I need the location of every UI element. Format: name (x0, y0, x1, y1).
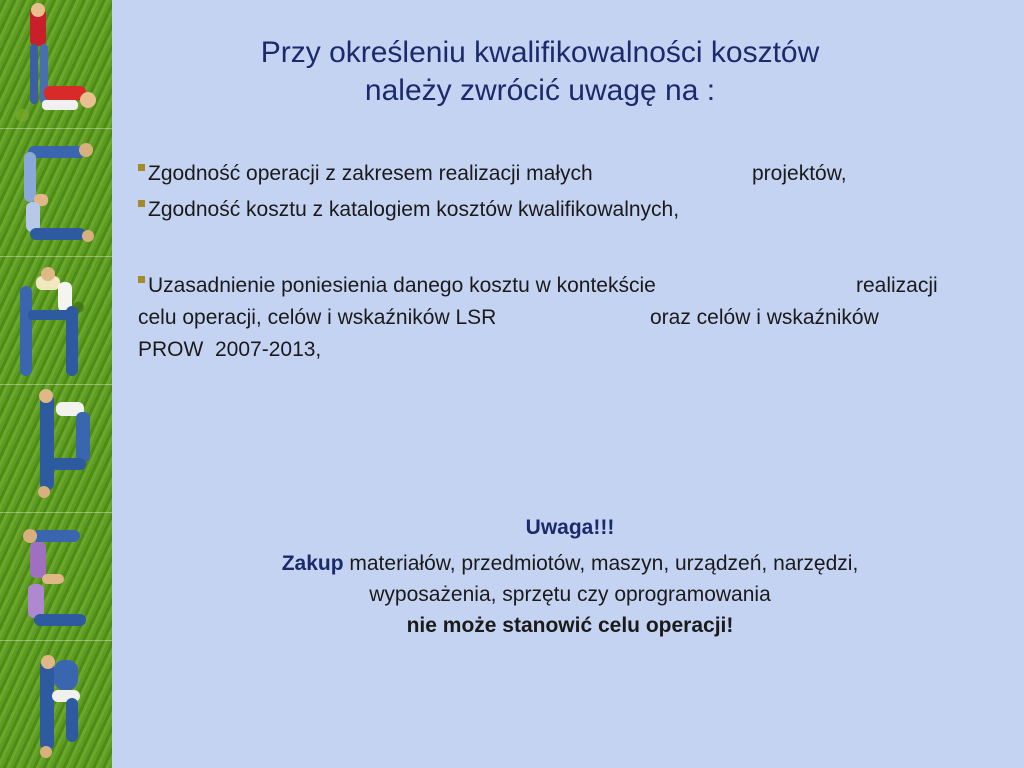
square-bullet-icon (138, 200, 145, 207)
title-line-1: Przy określeniu kwalifikowalności kosztów (260, 36, 820, 69)
photo-tile (0, 384, 112, 513)
bullet-text: celu operacji, celów i wskaźników LSR (138, 306, 497, 329)
slide-title (150, 34, 930, 110)
note-line-1 (150, 548, 990, 579)
person-figure-icon (0, 128, 112, 256)
bullet-item (138, 158, 847, 190)
square-bullet-icon (138, 164, 145, 171)
person-figure-icon (0, 512, 112, 640)
decorative-photo-strip (0, 0, 112, 768)
person-figure-icon (0, 0, 112, 128)
note-text: materiałów, przedmiotów, maszyn, urządzeń, narzędzi, (343, 552, 859, 575)
bullet-text: Zgodność operacji z zakresem realizacji małych (148, 162, 593, 185)
bullet-text: PROW 2007-2013, (138, 338, 322, 361)
bullet-item (138, 270, 998, 366)
bullet-line (138, 334, 998, 366)
note-line-2: wyposażenia, sprzętu czy oprogramowania (369, 583, 771, 606)
bullet-line (138, 302, 998, 334)
note-heading: Uwaga!!! (525, 516, 615, 539)
photo-tile (0, 640, 112, 768)
bullet-text: Zgodność kosztu z katalogiem kosztów kwalifikowalnych, (148, 198, 680, 221)
bullet-text-continued: oraz celów i wskaźników (650, 306, 879, 329)
photo-tile (0, 0, 112, 129)
person-figure-icon (0, 384, 112, 512)
bullet-line (138, 270, 998, 302)
photo-tile (0, 128, 112, 257)
photo-tile (0, 256, 112, 385)
bullet-text-continued: projektów, (752, 162, 847, 185)
bullet-text: Uzasadnienie poniesienia danego kosztu w kontekście (148, 274, 656, 297)
photo-tile (0, 512, 112, 641)
note-emphasis: Zakup (281, 552, 344, 575)
title-line-2: należy zwrócić uwagę na : (364, 74, 716, 107)
square-bullet-icon (138, 276, 145, 283)
note-line-3: nie może stanowić celu operacji! (406, 614, 734, 637)
bullet-item (138, 194, 679, 226)
warning-note (150, 512, 990, 641)
bullet-text-continued: realizacji (856, 274, 938, 297)
person-figure-icon (0, 640, 112, 768)
person-figure-icon (0, 256, 112, 384)
